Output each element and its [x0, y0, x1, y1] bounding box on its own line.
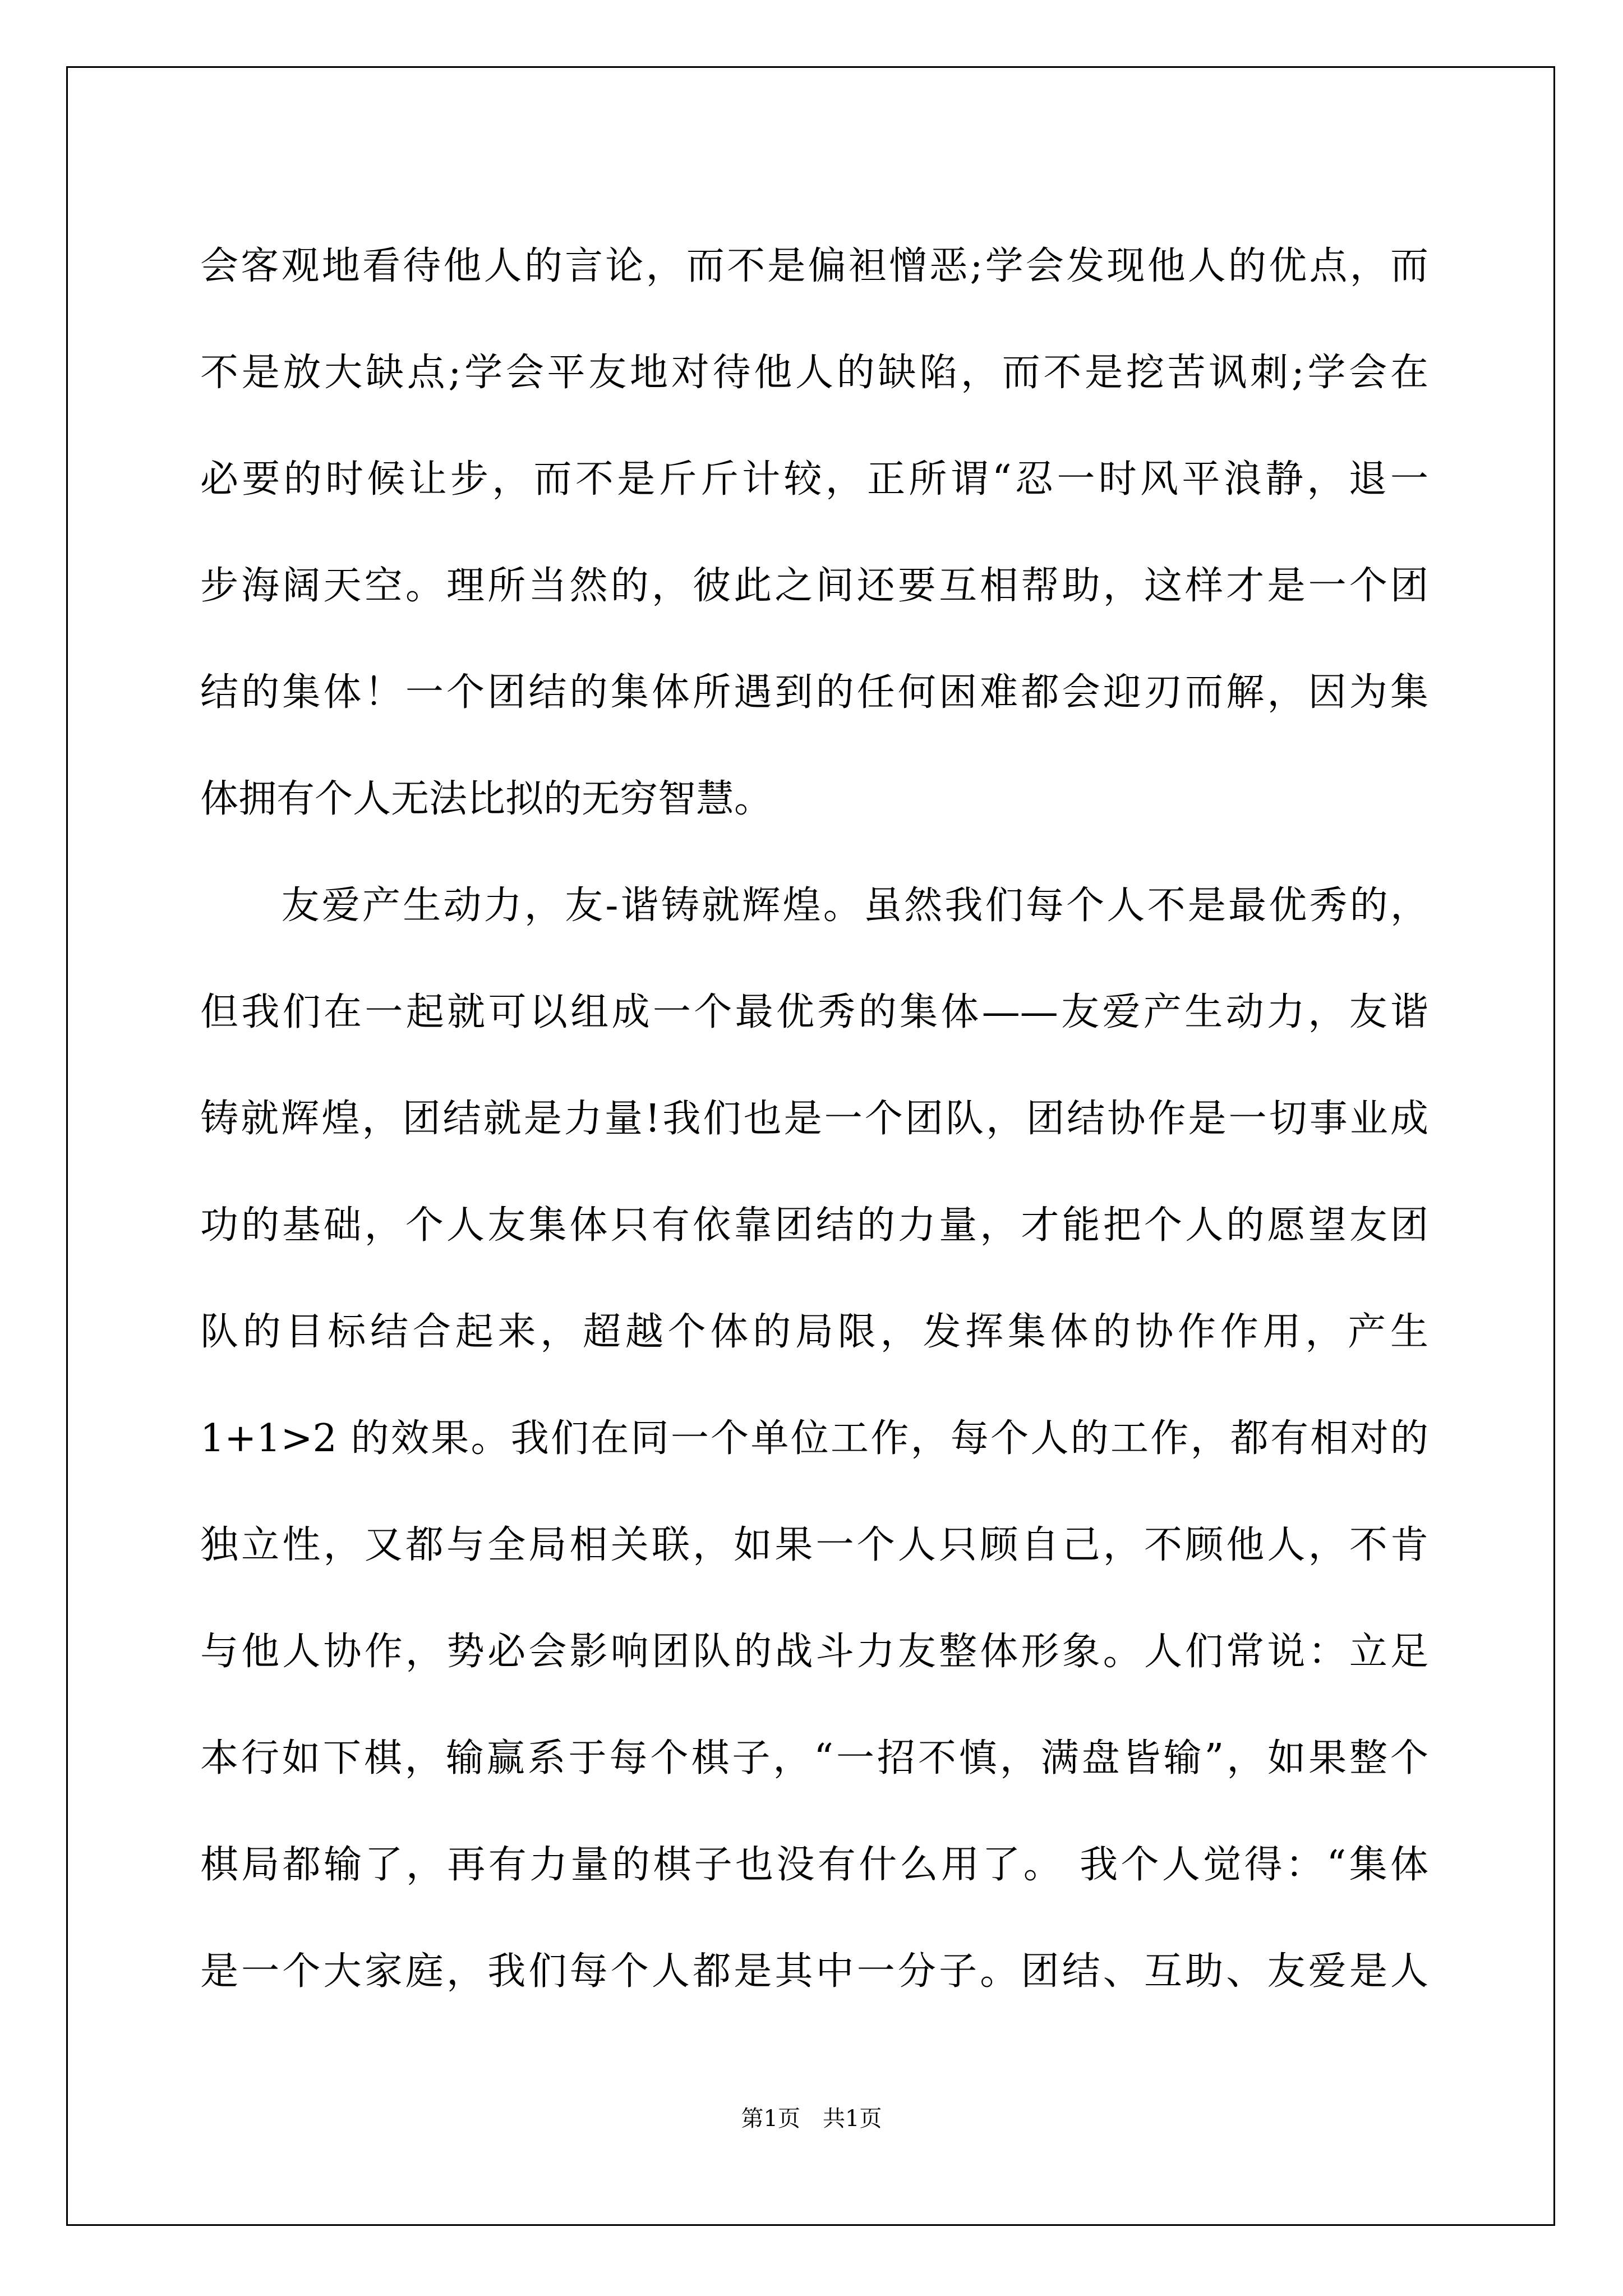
text-line-14: 与他人协作，势必会影响团队的战斗力友整体形象。人们常说：立足: [200, 1630, 1428, 1674]
page-number: 第1页: [741, 2106, 800, 2132]
text-line-10: 功的基础，个人友集体只有依靠团结的力量，才能把个人的愿望友团: [200, 1203, 1428, 1248]
text-line-12: 1+1>2 的效果。我们在同一个单位工作，每个人的工作，都有相对的: [200, 1416, 1428, 1461]
text-line-1: 会客观地看待他人的言论，而不是偏袒憎恶;学会发现他人的优点，而: [200, 244, 1428, 288]
text-line-2: 不是放大缺点;学会平友地对待他人的缺陷，而不是挖苦讽刺;学会在: [200, 351, 1428, 395]
text-line-13: 独立性，又都与全局相关联，如果一个人只顾自己，不顾他人，不肯: [200, 1523, 1428, 1567]
text-line-4: 步海阔天空。理所当然的，彼此之间还要互相帮助，这样才是一个团: [200, 564, 1428, 608]
text-line-8: 但我们在一起就可以组成一个最优秀的集体——友爱产生动力，友谐: [200, 990, 1428, 1034]
text-line-11: 队的目标结合起来，超越个体的局限，发挥集体的协作作用，产生: [200, 1310, 1428, 1354]
text-line-16: 棋局都输了，再有力量的棋子也没有什么用了。 我个人觉得：“集体: [200, 1843, 1428, 1887]
text-line-6: 体拥有个人无法比拟的无穷智慧。: [200, 777, 773, 821]
text-line-3: 必要的时候让步，而不是斤斤计较，正所谓“忍一时风平浪静，退一: [200, 457, 1428, 501]
page-total: 共1页: [823, 2106, 882, 2132]
text-line-5: 结的集体！一个团结的集体所遇到的任何困难都会迎刃而解，因为集: [200, 670, 1428, 715]
page-footer: [0, 2101, 1623, 2133]
text-line-9: 铸就辉煌，团结就是力量!我们也是一个团队，团结协作是一切事业成: [200, 1097, 1428, 1141]
document-body: [200, 213, 1428, 2025]
text-line-7: 友爱产生动力，友-谐铸就辉煌。虽然我们每个人不是最优秀的，: [200, 884, 1428, 928]
text-line-15: 本行如下棋，输赢系于每个棋子，“一招不慎，满盘皆输”，如果整个: [200, 1736, 1428, 1780]
text-line-17: 是一个大家庭，我们每个人都是其中一分子。团结、互助、友爱是人: [200, 1949, 1428, 1994]
